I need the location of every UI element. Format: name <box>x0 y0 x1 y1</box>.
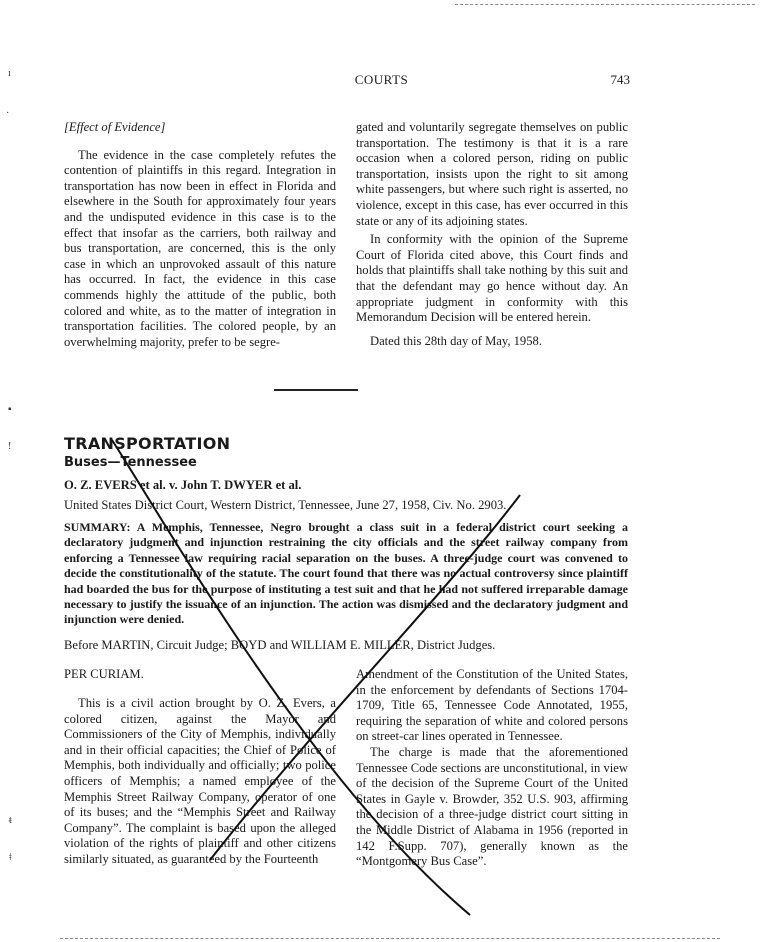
strike-stroke <box>112 440 470 915</box>
evidence-paragraph: In conformity with the opinion of the Supreme Court of Florida cited above, this Court finds and holds that plaintiffs shall take nothing by this suit and that the defendant may go hence without day. An appropriate judgment in conformity with this Memorandum Decision will be entered herein. <box>356 232 628 325</box>
dated-line: Dated this 28th day of May, 1958. <box>370 333 542 348</box>
evidence-heading: [Effect of Evidence] <box>64 120 166 134</box>
evidence-paragraph: The evidence in the case completely refutes the contention of plaintiffs in this regard. Integration in transportation has now been in effect in Florida and elsewhere in the South for approximately four years and the undisputed evidence in this case is to the effect that insofar as the carriers, both railway and bus transportation, are concerned, this is the only case in which an unprovoked assault of this nature has occurred. In fact, the evidence in this case commends highly the attitude of the public, both colored and white, as to the matter of integration in transportation facilities. The colored people, by an overwhelming majority, prefer to be segre- <box>64 147 336 349</box>
running-title: COURTS <box>354 72 409 87</box>
scan-mark: ı <box>8 68 11 79</box>
case-paragraph: Amendment of the Constitution of the United States, in the enforcement by defendants of Sections 1704-1709, Title 65, Tennessee Code Annotated, 1955, requiring the separation of white and colored persons on street-car lines operated in Tennessee. <box>356 667 628 744</box>
scan-mark: · <box>6 108 10 119</box>
section-title: TRANSPORTATION <box>64 434 231 453</box>
case-paragraph: This is a civil action brought by O. Z. Evers, a colored citizen, against the Mayor and Commissioners of the City of Memphis, individually and in their official capacities; the Chief of Police of Memphis, both individually and officially; two police officers of Memphis; a named employee of the Memphis Street Railway Company, operator of one of its buses; and the “Memphis Street and Railway Company”. The complaint is based upon the alleged violation of the rights of plaintiff and other citizens similarly situated, as guaranteed by the Fourteenth <box>64 696 336 866</box>
case-title: O. Z. EVERS et al. v. John T. DWYER et al. <box>64 478 302 492</box>
court-citation: United States District Court, Western District, Tennessee, June 27, 1958, Civ. No. 2903. <box>64 498 507 512</box>
scan-mark: ǂ <box>9 852 12 863</box>
judges-line: Before MARTIN, Circuit Judge; BOYD and WILLIAM E. MILLER, District Judges. <box>64 638 496 652</box>
strike-stroke <box>210 495 520 860</box>
scan-mark: ▪ <box>8 404 12 415</box>
scan-mark: ! <box>8 441 12 452</box>
evidence-paragraph: gated and voluntarily segregate themselves on public transportation. The testimony is that it is a rare occasion when a colored person, riding on public transportation, insists upon the right to sit among white passengers, but where such right is asserted, no violence, except in this case, has ever occurred in this state or any of its adjoining states. <box>356 120 628 228</box>
per-curiam: PER CURIAM. <box>64 667 144 681</box>
section-subtitle: Buses—Tennessee <box>64 455 197 470</box>
page-number: 743 <box>610 72 630 87</box>
case-paragraph: The charge is made that the aforementioned Tennessee Code sections are unconstitutional, in view of the decision of the Supreme Court of the United States in Gayle v. Browder, 352 U.S. 903, affirming the decision of a three-judge district court sitting in the Middle District of Alabama in 1956 (reported in 142 F.Supp. 707), generally known as the “Montgomery Bus Case”. <box>356 744 628 869</box>
scan-mark: ᵵ <box>9 815 12 826</box>
case-summary: SUMMARY: A Memphis, Tennessee, Negro brought a class suit in a federal district court seeking a declaratory judgment and injunction restraining the city officials and the street railway company from enforcing a Tennessee law requiring racial separation on the buses. A three-judge court was convened to decide the constitutionality of the statute. The court found that there was no actual controversy since plaintiff had boarded the bus for the purpose of instituting a test suit and that he had not suffered irreparable damage necessary to justify the issuance of an injunction. The action was dismissed and the declaratory judgment and injunction were denied. <box>64 520 628 627</box>
